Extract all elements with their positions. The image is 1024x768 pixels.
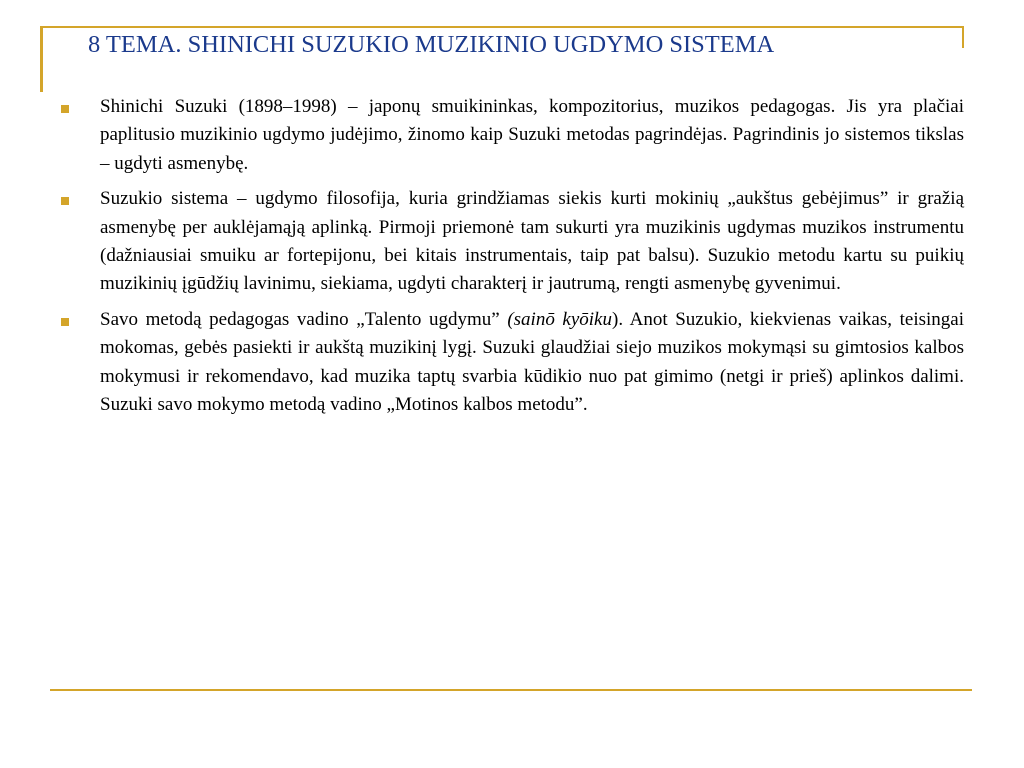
bullet-item <box>60 93 964 178</box>
bullet-list <box>60 93 964 426</box>
bullet-text: Shinichi Suzuki (1898–1998) – japonų smuikininkas, kompozitorius, muzikos pedagogas. Jis yra plačiai paplitusio muzikinio ugdymo judėjimo, žinomo kaip Suzuki metodas pagrindėjas. Pagrindinis jo sistemos tikslas – ugdyti asmenybę. <box>100 96 964 174</box>
bullet-item <box>60 306 964 420</box>
square-bullet-icon <box>61 318 69 326</box>
bullet-text <box>100 306 964 420</box>
square-bullet-icon <box>61 197 69 205</box>
slide-title: 8 TEMA. SHINICHI SUZUKIO MUZIKINIO UGDYMO SISTEMA <box>88 31 775 58</box>
bullet-text: Suzukio sistema – ugdymo filosofija, kuria grindžiamas siekis kurti mokinių „aukštus gebėjimus” ir gražią asmenybę per auklėjamąją aplinką. Pirmoji priemonė tam sukurti yra muzikinis ugdymas muzikos instrumentu (dažniausiai smuiku ar fortepijonu, bei kitais instrumentais, taip pat balsu). Suzukio metodu kartu su puikių muzikinių įgūdžių lavinimu, siekiama, ugdyti charakterį ir jautrumą, rengti asmenybę gyvenimui. <box>100 188 964 295</box>
title-frame-top-line <box>40 26 964 28</box>
title-frame-right-line <box>962 26 964 48</box>
square-bullet-icon <box>61 105 69 113</box>
bullet-item <box>60 185 964 299</box>
title-frame-left-line <box>40 26 43 92</box>
bullet-text-italic-segment: (sainō kyōiku <box>507 308 612 330</box>
bullet-text-segment: ). Anot Suzukio, kiekvienas vaikas, teisingai mokomas, gebės pasiekti ir aukštą muzikinį lygį. Suzuki glaudžiai siejo muzikos mokymąsi su gimtosios kalbos mokymusi ir rekomendavo, kad muzika taptų svarbia kūdikio nuo pat gimimo (netgi ir prieš) aplinkos dalimi. Suzuki savo mokymo metodą vadino „Motinos kalbos metodu”. <box>100 308 964 416</box>
bullet-text-segment: Savo metodą pedagogas vadino „Talento ugdymu” <box>100 308 508 330</box>
bottom-rule-line <box>50 689 972 691</box>
